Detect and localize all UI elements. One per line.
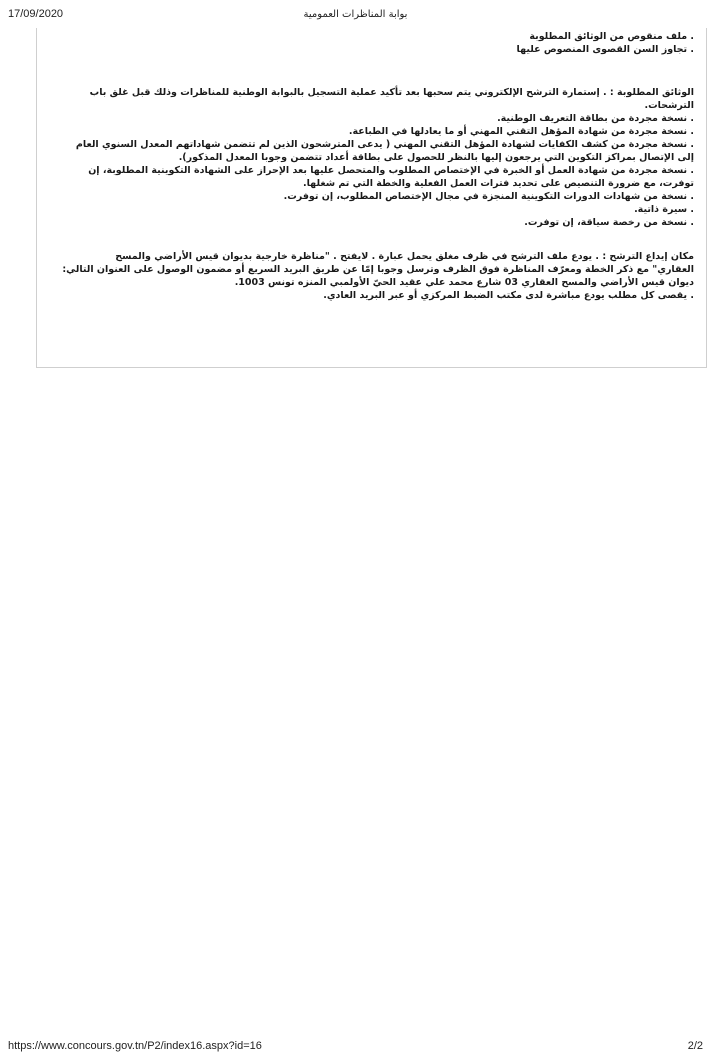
required-documents-line: . نسخة مجردة من شهادة العمل أو الخبرة في الإختصاص المطلوب والمتحصل عليها بعد الإحراز على الشهادة التكوينية المطلوبة، إن bbox=[88, 165, 694, 176]
required-documents-line: توفرت، مع ضرورة التنصيص على تحديد فترات العمل الفعلية والخطة التي تم شغلها. bbox=[303, 178, 694, 189]
required-documents-line: . نسخة مجردة من شهادة المؤهل التقني المهني أو ما يعادلها في الطباعة. bbox=[348, 126, 694, 137]
required-documents-line: . سيرة ذاتية. bbox=[634, 204, 694, 215]
submission-line: . يقصى كل مطلب يودع مباشرة لدى مكتب الضبط المركزي أو عبر البريد العادي. bbox=[323, 290, 694, 301]
content-panel bbox=[36, 28, 707, 368]
submission-section bbox=[54, 250, 694, 302]
print-url: https://www.concours.gov.tn/P2/index16.aspx?id=16 bbox=[8, 1040, 262, 1052]
required-documents-line: . نسخة مجردة من كشف الكفايات لشهادة المؤهل التقني المهني ( يدعى المترشحون الذين لم تتضمن شهاداتهم المعدل السنوي العام bbox=[75, 139, 694, 150]
required-documents-line: . نسخة من رخصة سياقة، إن توفرت. bbox=[524, 217, 694, 228]
submission-line: مكان إيداع الترشح : . يودع ملف الترشح في ظرف مغلق يحمل عبارة . لايفتح . "مناظرة خارجية بديوان قيس الأراضي والمسح bbox=[115, 251, 694, 262]
required-documents-line: الترشحات. bbox=[644, 100, 694, 111]
rejection-reason: . ملف منقوص من الوثائق المطلوبة bbox=[529, 31, 694, 42]
required-documents-line: . نسخة مجردة من بطاقة التعريف الوطنية. bbox=[497, 113, 694, 124]
page-title: بوابة المناظرات العمومية bbox=[303, 9, 408, 20]
submission-line: ديوان قيس الأراضي والمسح العقاري 03 شارع محمد علي عقيد الحيّ الأولمبي المنزه تونس 1003. bbox=[234, 277, 694, 288]
submission-line: العقاري" مع ذكر الخطة ومعرّف المناظرة فوق الظرف وترسل وجوبا إمّا عن طريق البريد السريع أو مضمون الوصول على العنوان التالي: bbox=[62, 264, 694, 275]
rejection-reasons-section bbox=[54, 30, 694, 56]
rejection-reason: . تجاوز السن القصوى المنصوص عليها bbox=[516, 44, 694, 55]
required-documents-line: الوثائق المطلوبة : . إستمارة الترشح الإلكتروني يتم سحبها بعد تأكيد عملية التسجيل بالبوابة الوطنية للمناظرات وذلك قبل غلق باب bbox=[89, 87, 694, 98]
required-documents-line: . نسخة من شهادات الدورات التكوينية المنجزة في مجال الإختصاص المطلوب، إن توفرت. bbox=[283, 191, 694, 202]
required-documents-line: إلى الإتصال بمراكز التكوين التي يرجعون إليها بالنظر للحصول على بطاقة أعداد تتضمن وجوبا المعدل المذكور). bbox=[178, 152, 694, 163]
page-number: 2/2 bbox=[687, 1040, 703, 1052]
print-date: 17/09/2020 bbox=[8, 8, 64, 20]
required-documents-section bbox=[54, 86, 694, 229]
